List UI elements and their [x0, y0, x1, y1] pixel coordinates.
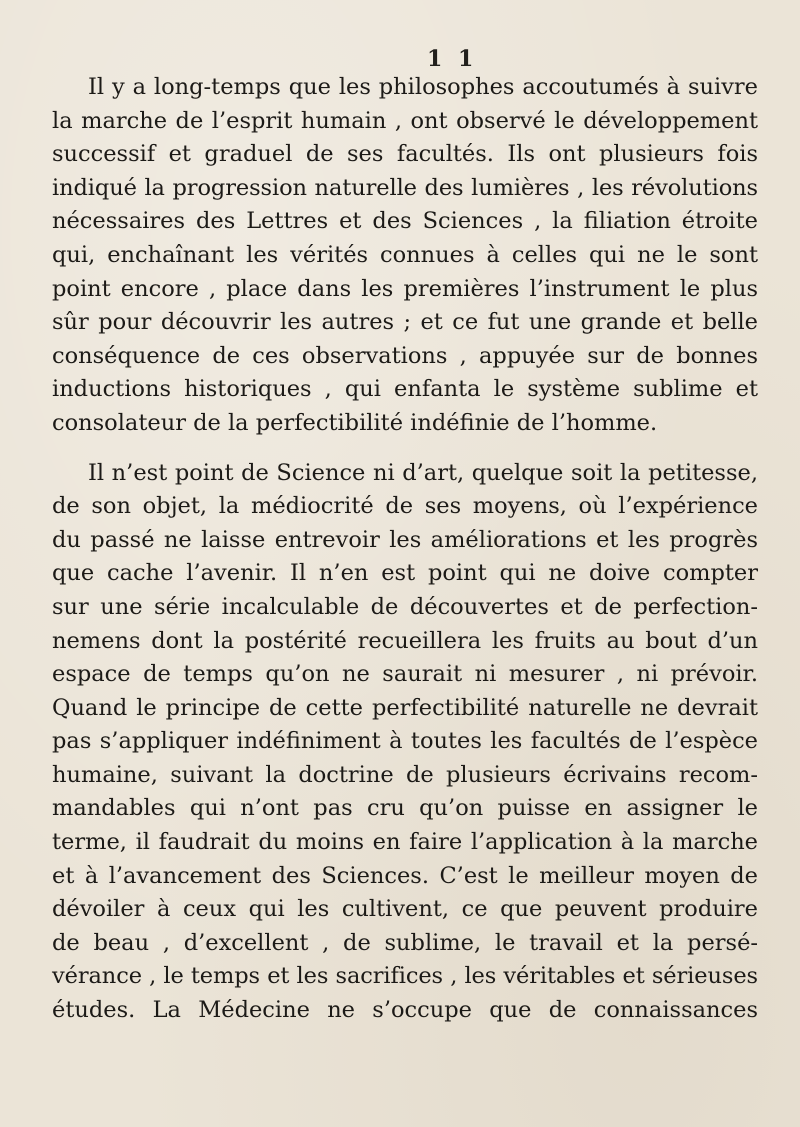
text-line: Il n’est point de Science ni d’art, quelque soit la petitesse,	[88, 459, 758, 486]
text-line: successif et graduel de ses facultés. Ils ont plusieurs fois	[52, 141, 758, 168]
text-line: espace de temps qu’on ne saurait ni mesurer , ni prévoir.	[52, 661, 758, 688]
text-line: terme, il faudrait du moins en faire l’application à la marche	[52, 829, 758, 856]
paragraph-1	[52, 71, 758, 441]
text-line: de son objet, la médiocrité de ses moyens, où l’expérience	[52, 493, 758, 520]
text-line: pas s’appliquer indéfiniment à toutes les facultés de l’espèce	[52, 728, 758, 755]
text-line: vérance , le temps et les sacrifices , les véritables et sérieuses	[52, 963, 758, 990]
text-line: Il y a long-temps que les philosophes accoutumés à suivre	[88, 74, 758, 100]
text-line: conséquence de ces observations , appuyée sur de bonnes	[52, 342, 758, 369]
text-line: que cache l’avenir. Il n’en est point qui ne doive compter	[52, 560, 758, 587]
page-number: 1 1	[427, 46, 478, 72]
text-line: sûr pour découvrir les autres ; et ce fut une grande et belle	[52, 309, 758, 336]
text-line: nécessaires des Lettres et des Sciences , la filiation étroite	[52, 208, 758, 235]
text-line: consolateur de la perfectibilité indéfinie de l’homme.	[52, 409, 658, 436]
text-line: indiqué la progression naturelle des lumières , les révolutions	[52, 174, 758, 201]
text-line: études. La Médecine ne s’occupe que de connaissances	[52, 997, 758, 1024]
text-line: Quand le principe de cette perfectibilité naturelle ne devrait	[52, 694, 758, 721]
text-line: du passé ne laisse entrevoir les améliorations et les progrès	[52, 526, 758, 553]
text-line: point encore , place dans les premières l’instrument le plus	[52, 275, 758, 302]
text-line: sur une série incalculable de découvertes et de perfection-	[52, 593, 758, 620]
paragraph-2	[52, 457, 758, 1028]
text-line: nemens dont la postérité recueillera les fruits au bout d’un	[52, 627, 758, 654]
text-line: qui, enchaînant les vérités connues à celles qui ne le sont	[52, 241, 758, 268]
text-line: de beau , d’excellent , de sublime, le travail et la persé-	[52, 929, 758, 956]
text-line: la marche de l’esprit humain , ont observé le développement	[52, 107, 758, 134]
text-line: mandables qui n’ont pas cru qu’on puisse en assigner le	[52, 795, 758, 822]
text-line: inductions historiques , qui enfanta le système sublime et	[52, 376, 758, 403]
text-line: dévoiler à ceux qui les cultivent, ce que peuvent produire	[52, 896, 758, 923]
body-text	[52, 71, 758, 1028]
text-line: humaine, suivant la doctrine de plusieurs écrivains recom-	[52, 761, 758, 788]
text-line: et à l’avancement des Sciences. C’est le meilleur moyen de	[52, 862, 758, 889]
